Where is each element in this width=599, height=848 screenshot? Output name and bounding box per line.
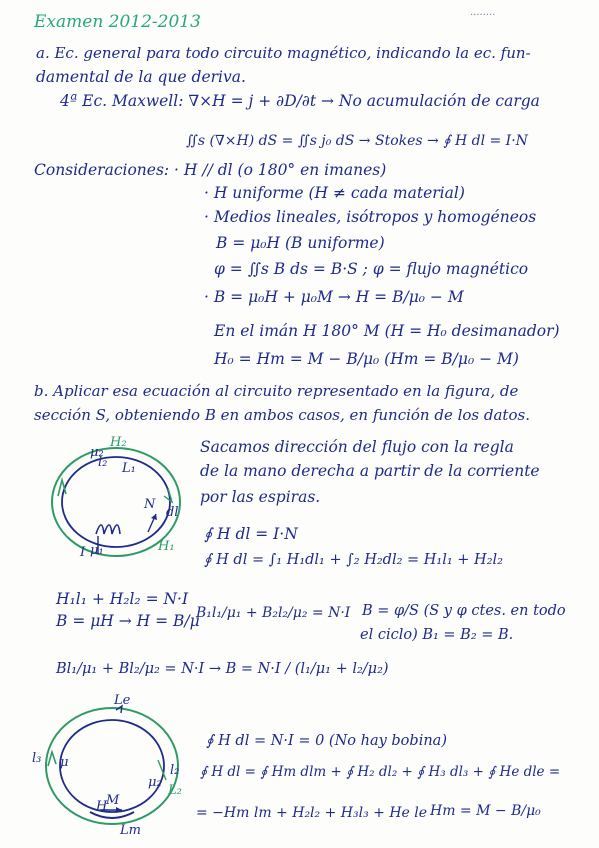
fig1-label-mu2: μ₂ <box>90 445 104 460</box>
fig2-label-h: H <box>96 799 108 814</box>
ampere-result: = −Hm lm + H₂l₂ + H₃l₃ + He le <box>196 805 428 821</box>
fig2-label-mu2: μ₂ <box>148 775 162 790</box>
fig2-label-le: Le <box>114 693 131 708</box>
fig1-label-mu1: μ₁ <box>90 543 104 558</box>
consideration-media: · Medios lineales, isótropos y homogéneos <box>204 208 537 226</box>
eq-b-magnetization: · B = μ₀H + μ₀M → H = B/μ₀ − M <box>204 288 464 306</box>
eq-b-mu0h: B = μ₀H (B uniforme) <box>216 234 385 252</box>
page-title: Examen 2012-2013 <box>34 12 201 32</box>
fig2-label-mu: μ <box>60 755 69 770</box>
question-b: b. Aplicar esa ecuación al circuito representado en la figura, de <box>34 382 519 400</box>
question-a: a. Ec. general para todo circuito magnético, indicando la ec. fun- <box>36 44 531 62</box>
flux-direction: Sacamos dirección del flujo con la regla <box>200 438 514 456</box>
fig1-label-l1: L₁ <box>122 461 136 476</box>
fig1-label-i: I <box>80 545 86 560</box>
ampere-split: ∮ H dl = ∫₁ H₁dl₁ + ∫₂ H₂dl₂ = H₁l₁ + H₂l₂ <box>204 552 503 568</box>
b-phi-s: B = φ/S (S y φ ctes. en todo <box>362 603 566 619</box>
question-b-cont: sección S, obteniendo B en ambos casos, en función de los datos. <box>34 406 530 424</box>
considerations: Consideraciones: · H // dl (o 180° en imanes) <box>34 161 387 179</box>
fig2-label-m: M <box>106 793 120 808</box>
hm-eq: Hm = M − B/μ₀ <box>430 803 541 819</box>
circuit-figure-1 <box>40 436 190 566</box>
b-sum-eq: B₁l₁/μ₁ + B₂l₂/μ₂ = N·I <box>196 605 351 621</box>
fig1-label-l2: l₂ <box>98 455 108 470</box>
b-mu-h: B = μH → H = B/μ <box>56 612 200 630</box>
stokes-eq: ∬s (∇×H) dS = ∬s j₀ dS → Stokes → ∮ H dl = I·N <box>186 133 528 149</box>
circuit-figure-2 <box>30 694 190 840</box>
fig2-label-l2-big: L₂ <box>168 783 182 798</box>
consideration-uniform: · H uniforme (H ≠ cada material) <box>204 184 465 202</box>
fig1-label-h2: H₂ <box>110 435 127 450</box>
fig1-label-h1: H₁ <box>158 539 175 554</box>
b-phi-s-2: el ciclo) B₁ = B₂ = B. <box>360 627 514 643</box>
h0-eq: H₀ = Hm = M − B/μ₀ (Hm = B/μ₀ − M) <box>214 350 519 368</box>
corner-note: ........ <box>470 7 496 18</box>
iman-note: En el imán H 180° M (H = H₀ desimanador) <box>214 322 560 340</box>
sum-eq: H₁l₁ + H₂l₂ = N·I <box>56 590 189 608</box>
fig2-label-l2: l₂ <box>170 763 180 778</box>
flux-direction-3: por las espiras. <box>200 488 321 506</box>
flux-direction-2: de la mano derecha a partir de la corriente <box>200 462 540 480</box>
question-a-cont: damental de la que deriva. <box>36 68 246 86</box>
b-result: Bl₁/μ₁ + Bl₂/μ₂ = N·I → B = N·I / (l₁/μ₁ + l₂/μ₂) <box>56 661 389 677</box>
ampere-law: ∮ H dl = I·N <box>204 525 298 543</box>
ampere-no-coil: ∮ H dl = N·I = 0 (No hay bobina) <box>206 733 447 749</box>
fig2-label-l3: l₃ <box>32 751 42 766</box>
fig1-label-dl: dl <box>166 505 179 520</box>
fig2-label-lm: Lm <box>120 823 141 838</box>
fig1-label-n: N <box>144 497 156 512</box>
ampere-four-sections: ∮ H dl = ∮ Hm dlm + ∮ H₂ dl₂ + ∮ H₃ dl₃ + ∮ He dle = <box>200 764 561 780</box>
maxwell-eq: 4ª Ec. Maxwell: ∇×H = j + ∂D/∂t → No acumulación de carga <box>60 92 540 110</box>
eq-flux: φ = ∬s B ds = B·S ; φ = flujo magnético <box>214 260 529 278</box>
